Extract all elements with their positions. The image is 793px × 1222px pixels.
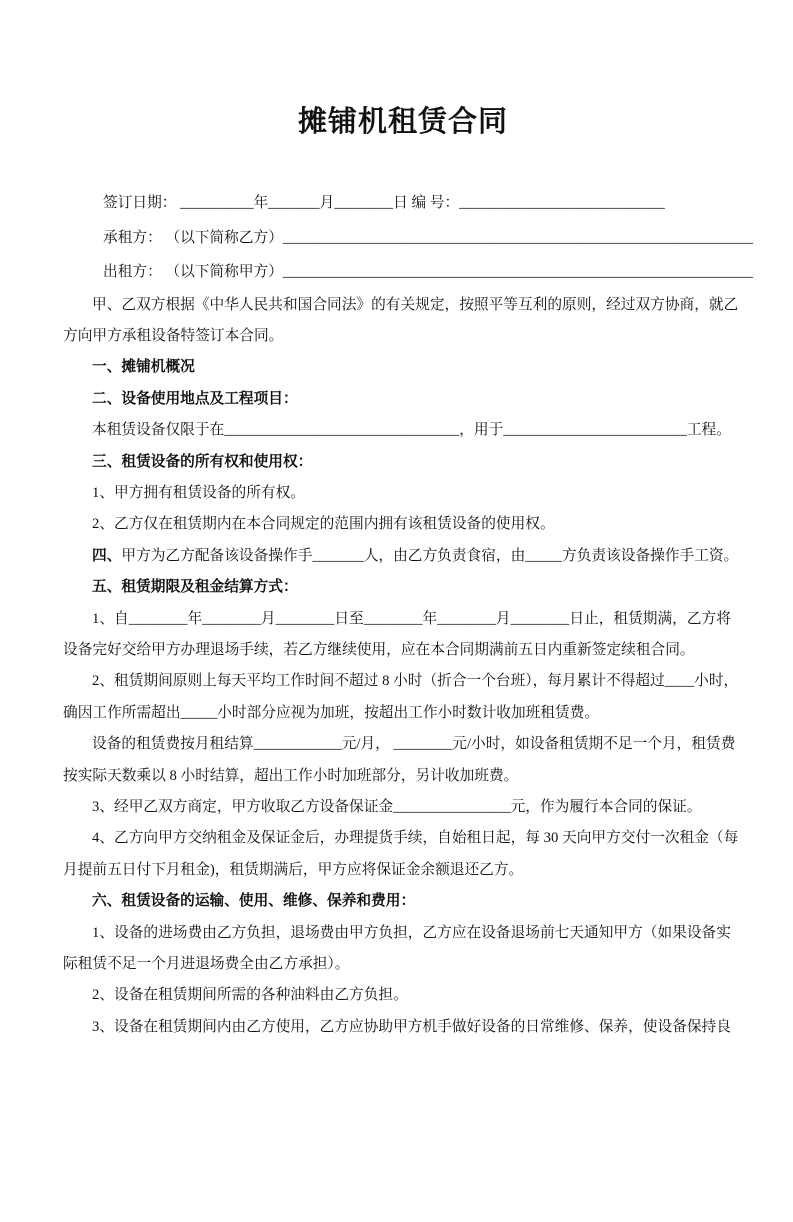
contract-heading [63, 352, 743, 383]
contract-paragraph [63, 415, 743, 446]
contract-text-line: 1、自________年________月________日至________年________月________日止，租赁期满，乙方将 [92, 610, 731, 627]
contract-paragraph [63, 478, 743, 509]
contract-heading [63, 886, 743, 917]
contract-text-line: 本租赁设备仅限于在________________________________，用于_________________________工程。 [92, 422, 731, 439]
heading-line: 二、设备使用地点及工程项目： [92, 390, 298, 407]
document-body [63, 290, 743, 1044]
contract-heading [63, 447, 743, 478]
contract-text-line: 2、租赁期间原则上每天平均工作时间不超过 8 小时（折合一个台班），每月累计不得超过____小时， [92, 673, 739, 690]
contract-text-line: 按实际天数乘以 8 小时结算，超出工作小时加班部分，另计收加班费。 [63, 767, 519, 784]
contract-paragraph [63, 509, 743, 540]
contract-paragraph [63, 290, 743, 353]
contract-paragraph [63, 823, 743, 886]
contract-paragraph [63, 1012, 743, 1043]
heading-line: 五、租赁期限及租金结算方式： [92, 579, 298, 596]
contract-text-line: 际租赁不足一个月进退场费全由乙方承担）。 [63, 956, 350, 973]
contract-paragraph [63, 792, 743, 823]
contract-text-line: 2、乙方仅在租赁期内在本合同规定的范围内拥有该租赁设备的使用权。 [92, 516, 555, 533]
contract-paragraph [63, 541, 743, 572]
contract-paragraph [63, 918, 743, 981]
header-field-line: 签订日期： __________年_______月________日 编 号：____________________________ [103, 195, 665, 211]
heading-line: 三、租赁设备的所有权和使用权： [92, 453, 313, 470]
contract-text-line: 方向甲方承租设备特签订本合同。 [63, 327, 284, 344]
contract-paragraph [63, 980, 743, 1011]
contract-heading [63, 384, 743, 415]
contract-heading [63, 572, 743, 603]
heading-line: 一、摊铺机概况 [92, 359, 195, 376]
contract-text-line: 月提前五日付下月租金)，租赁期满后，甲方应将保证金余额退还乙方。 [63, 861, 524, 878]
header-fields [63, 186, 753, 290]
contract-paragraph [63, 729, 743, 792]
contract-text-line: 设备完好交给甲方办理退场手续，若乙方继续使用，应在本合同期满前五日内重新签定续租合同。 [63, 641, 695, 658]
contract-paragraph [63, 666, 743, 729]
contract-text-line: 设备的租赁费按月租结算____________元/月， ________元/小时，如设备租赁期不足一个月，租赁费 [92, 736, 736, 753]
document-title: 摊铺机租赁合同 [297, 106, 508, 138]
contract-paragraph [63, 604, 743, 667]
header-field-line: 承租方： （以下简称乙方）________________________________________________________________ [103, 229, 753, 246]
contract-text-line: 甲、乙双方根据《中华人民共和国合同法》的有关规定，按照平等互利的原则，经过双方协商，就乙 [92, 296, 739, 313]
contract-text-line: 1、设备的进场费由乙方负担，退场费由甲方负担，乙方应在设备退场前七天通知甲方（如果设备实 [92, 924, 731, 941]
contract-text-line: 2、设备在租赁期间所需的各种油料由乙方负担。 [92, 987, 408, 1004]
contract-text-line: 四、甲方为乙方配备该设备操作手_______人，由乙方负责食宿，由_____方负责该设备操作手工资。 [92, 547, 739, 564]
section-number: 四、 [92, 547, 122, 564]
contract-text-line: 4、乙方向甲方交纳租金及保证金后，办理提货手续，自始租日起，每 30 天向甲方交付一次租金（每 [92, 830, 739, 847]
document-page [0, 100, 793, 1222]
contract-text-line: 1、甲方拥有租赁设备的所有权。 [92, 484, 305, 501]
contract-text-line: 确因工作所需超出_____小时部分应视为加班，按超出工作小时数计收加班租赁费。 [63, 704, 600, 721]
contract-text-line: 3、设备在租赁期间内由乙方使用，乙方应协助甲方机手做好设备的日常维修、保养，使设备保持良 [92, 1018, 731, 1035]
heading-line: 六、租赁设备的运输、使用、维修、保养和费用： [92, 893, 416, 910]
contract-text-line: 3、经甲乙双方商定，甲方收取乙方设备保证金________________元，作为履行本合同的保证。 [92, 799, 702, 815]
header-field-line: 出租方： （以下简称甲方）________________________________________________________________ [103, 264, 753, 280]
